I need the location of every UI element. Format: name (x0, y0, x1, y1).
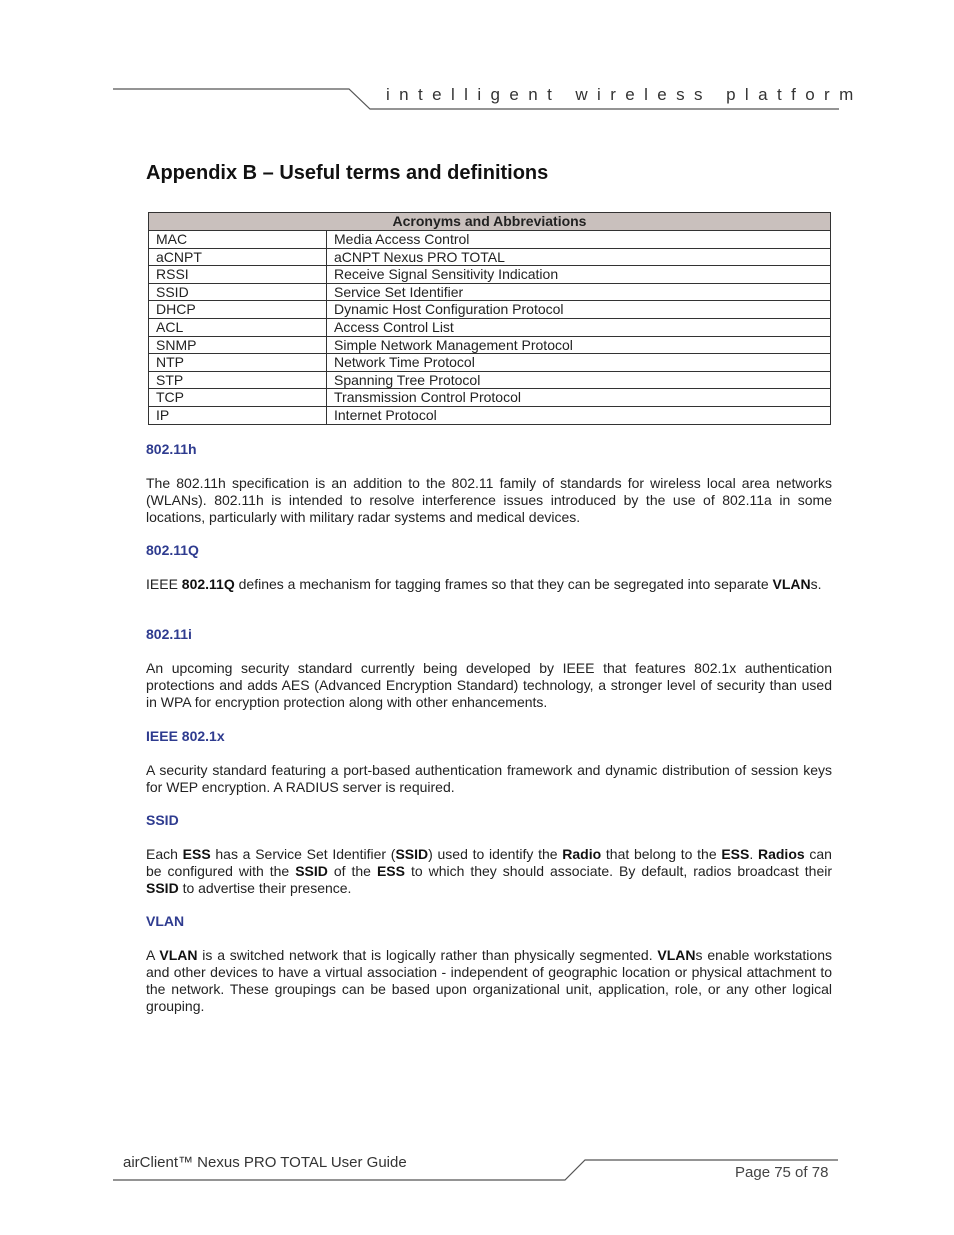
acronym-cell: DHCP (149, 301, 327, 319)
acronym-cell: aCNPT (149, 248, 327, 266)
section-80211q (146, 542, 832, 593)
section-body: The 802.11h specification is an addition to the 802.11 family of standards for wireless local area networks (WLANs). 802.11h is intended to resolve interference issues introduced by the use of 802.11a in some locations, particularly with military radar systems and medical devices. (146, 475, 832, 525)
acronym-cell: RSSI (149, 266, 327, 284)
table-row (149, 336, 831, 354)
section-title: 802.11h (146, 441, 197, 457)
footer-guide-title: airClient™ Nexus PRO TOTAL User Guide (123, 1154, 407, 1171)
table-row (149, 406, 831, 424)
table-row (149, 283, 831, 301)
header-tagline: intelligent wireless platform (386, 85, 863, 104)
table-header: Acronyms and Abbreviations (149, 213, 831, 231)
meaning-cell: Internet Protocol (327, 406, 831, 424)
meaning-cell: Network Time Protocol (327, 354, 831, 372)
section-title: IEEE 802.1x (146, 728, 225, 744)
table-row (149, 231, 831, 249)
section-body: A security standard featuring a port-based authentication framework and dynamic distribution of session keys for WEP encryption. A RADIUS server is required. (146, 762, 832, 795)
section-ssid (146, 812, 832, 897)
meaning-cell: Simple Network Management Protocol (327, 336, 831, 354)
table-row (149, 318, 831, 336)
meaning-cell: Media Access Control (327, 231, 831, 249)
section-body: Each ESS has a Service Set Identifier (SSID) used to identify the Radio that belong to the ESS. Radios can be configured with the SSID of the ESS to which they should associate. By default, radios broadcast their SSID to advertise their presence. (146, 846, 833, 896)
acronym-cell: NTP (149, 354, 327, 372)
header-rule (0, 0, 954, 130)
section-title: 802.11Q (146, 542, 199, 558)
section-title: SSID (146, 812, 179, 828)
section-title: 802.11i (146, 626, 192, 642)
meaning-cell: Transmission Control Protocol (327, 389, 831, 407)
table-row (149, 389, 831, 407)
meaning-cell: Access Control List (327, 318, 831, 336)
section-body: A VLAN is a switched network that is logically rather than physically segmented. VLANs enable workstations and other devices to have a virtual association - independent of geographic location or physical attachment to the network. These groupings can be based upon organizational unit, application, role, or any other logical grouping. (146, 947, 832, 1014)
meaning-cell: Spanning Tree Protocol (327, 371, 831, 389)
acronym-cell: STP (149, 371, 327, 389)
table-row (149, 248, 831, 266)
footer-page-number: Page 75 of 78 (735, 1164, 829, 1181)
acronym-cell: IP (149, 406, 327, 424)
meaning-cell: aCNPT Nexus PRO TOTAL (327, 248, 831, 266)
meaning-cell: Dynamic Host Configuration Protocol (327, 301, 831, 319)
table-row (149, 301, 831, 319)
acronym-cell: MAC (149, 231, 327, 249)
section-body: An upcoming security standard currently being developed by IEEE that features 802.1x authentication protections and adds AES (Advanced Encryption Standard) technology, a stronger level of security than used in WPA for encryption protection along with other enhancements. (146, 660, 832, 710)
page-title: Appendix B – Useful terms and definitions (146, 162, 549, 184)
acronym-cell: SNMP (149, 336, 327, 354)
table-row (149, 266, 831, 284)
acronym-cell: SSID (149, 283, 327, 301)
meaning-cell: Receive Signal Sensitivity Indication (327, 266, 831, 284)
section-80211i (146, 626, 832, 711)
section-80211h (146, 441, 832, 526)
acronyms-table (148, 212, 831, 425)
section-body: IEEE 802.11Q defines a mechanism for tagging frames so that they can be segregated into separate VLANs. (146, 576, 822, 592)
section-title: VLAN (146, 913, 185, 929)
section-8021x (146, 728, 832, 796)
acronym-cell: TCP (149, 389, 327, 407)
table-row (149, 371, 831, 389)
meaning-cell: Service Set Identifier (327, 283, 831, 301)
table-row (149, 354, 831, 372)
section-vlan (146, 913, 832, 1015)
acronym-cell: ACL (149, 318, 327, 336)
